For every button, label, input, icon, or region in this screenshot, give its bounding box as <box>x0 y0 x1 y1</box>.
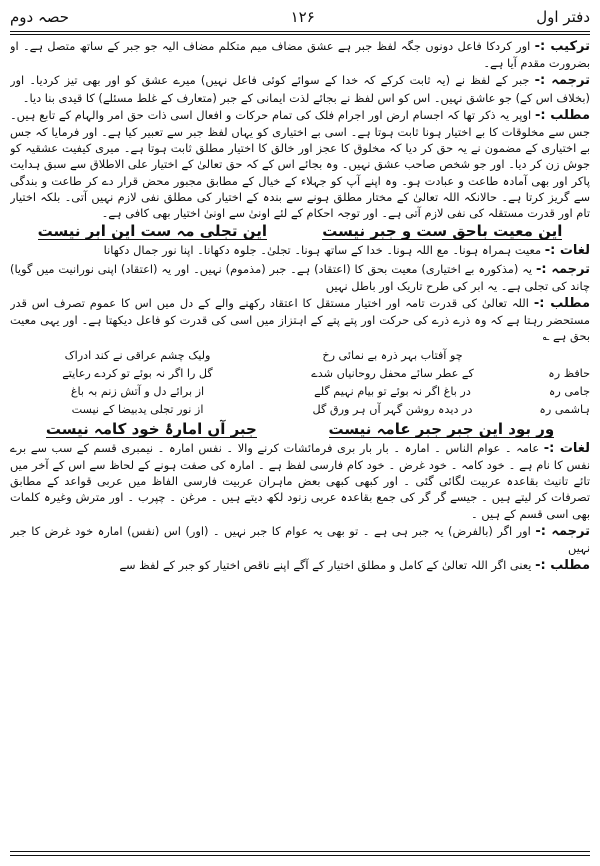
verse-row <box>10 347 590 365</box>
paragraph-vocabulary <box>10 440 590 522</box>
footer-rule-secondary <box>10 855 590 856</box>
paragraph-text: یعنی اگر اللہ تعالیٰ کے کامل و مطلق اختیار کے آگے اپنے ناقص اختیار کو جبر کے لفظ سے <box>119 558 532 573</box>
verse-second-line: گل را اگر نہ بوئے تو کردے رعایتے <box>62 366 213 380</box>
verse-heading-right: ور بود این جبر جبر عامہ نیست <box>328 419 555 438</box>
paragraph-label: ترجمہ :- <box>535 261 590 277</box>
paragraph-label: مطلب :- <box>534 107 590 123</box>
verse-block <box>10 347 590 419</box>
paragraph-vocabulary <box>10 242 590 259</box>
verse-heading-right: این معیت باحق ست و جبر نیست <box>322 222 563 241</box>
verse-row <box>10 383 590 401</box>
page-header <box>10 4 590 30</box>
paragraph-text: اوپر یہ ذکر تھا کہ اجسام ارض اور اجرام فلک کی تمام حرکات و افعال اسی ذات حق امر والہام کے تابع ہیں۔ جس سے مخلوقات کا بے اختیار ہونا ثابت ہوتا ہے۔ اسی بے اختیاری کو یہاں لفظ جبر سے تعبیر کیا ہے۔ اور فرمایا کہ جس بے اختیاری کے مضمون نے یہ حق کر دیا کہ مخلوق کا عجز اور خالق کا اختیار مطلق ثابت ہوتا ہے۔ میری کیفیت عشقیہ کو جوش زن کر دیا۔ اور جو شخص صاحب عشق نہیں۔ وہ بجائے اس کے کہ حق تعالیٰ کے اختیار علی الاطلاق سے سبق ہدایت پاکر اور بھی آمادہ طاعت و عبادت ہو۔ وہ اپنے آپ کو جہلاء کے خیال کے مطابق مجبور محض قرار دے کر طاعت و بندگی سے گریز کرتا ہے۔ حالانکہ اللہ تعالیٰ کے مختار مطلق ہونے سے بندہ کے اختیار کی مطلق نفی لازم نہیں آتی۔ بلکہ اختیار تام اور قدرت مستقلہ کی نفی لازم آتی ہے۔ اور توجہ احکام کے لئے اونیٰ سے اونیٰ اختیار بھی کافی ہے۔ <box>10 107 590 221</box>
verse-first-line: کے عطر سائے محفل روحانیاں شدے <box>311 366 474 380</box>
header-rule-secondary <box>10 34 590 35</box>
verse-heading <box>10 421 590 438</box>
verse-heading-left: این تجلی مہ ست این ابر نیست <box>37 222 267 241</box>
book-title: دفتر اول <box>536 8 590 26</box>
paragraph-text: معیت ہمراہ ہونا۔ مع اللہ ہونا۔ خدا کے ساتھ ہونا۔ تجلیٰ۔ جلوہ دکھانا۔ اپنا نور جمال دکھانا <box>103 243 542 258</box>
verse-heading-left: جبر آں امارۂ خود کامہ نیست <box>45 419 257 438</box>
verse-poet: حافظ رہ <box>548 366 590 380</box>
paragraph-text: یہ (مذکورہ بے اختیاری) معیت بحق کا (اعتقاد) ہے۔ جبر (مذموم) نہیں۔ اور یہ (اعتقاد) اپنی نورانیت میں گویا) چاند کی تجلی ہے۔ یہ ابر کی طرح تاریک اور باطل نہیں <box>10 261 590 293</box>
paragraph-label: ترکیب :- <box>534 39 590 54</box>
paragraph-label: مطلب :- <box>533 296 590 312</box>
header-rule <box>10 31 590 32</box>
paragraph-text: عامہ ۔ عوام الناس ۔ امارہ ۔ بار بار بری فرمائشات کرنے والا ۔ نفس امارہ ۔ نیمبری قسم کے سب سے برے نفس کا نام ہے ۔ خود کامہ ۔ خود غرض ۔ خود کام فارسی لفظ ہے ۔ امارہ کی صفت ہونے کے لحاظ سے اس کے آخر میں تائے تانیث بقاعدہ عربیت لگائی گئی ۔ اور کبھی کبھی بعض ماہران عربیت فارسی الفاظ میں عربی قواعد کے مطابق تصرفات کر لیتے ہیں ۔ جیسے گر گر کی جمع بقاعدہ عربی زنود لکھ دیتے ہیں ۔ مرغن ۔ چپرب ۔ اور مترش وغیرہ کلمات بھی اسی قسم کے ہیں ۔ <box>10 440 590 521</box>
verse-second-line: از نور تجلی یدبیضا کے نیست <box>71 402 204 416</box>
verse-poet: ہاشمی رہ <box>539 402 590 416</box>
paragraph-meaning <box>10 557 590 574</box>
paragraph-text: اور اگر (بالفرض) یہ جبر ہی ہے ۔ تو بھی یہ عوام کا جبر نہیں ۔ (اور) اس (نفس) امارہ خود غرض کا جبر نہیں <box>10 523 590 556</box>
paragraph-text: جبر کے لفظ نے (یہ ثابت کرکے کہ خدا کے سوائے کوئی فاعل نہیں) میرے عشق کو اور بھی تیز کردیا۔ اور (بخلاف اس کے) جو عاشق نہیں۔ اس کو اس لفظ نے بجائے لذت ایمانی کے جبر (متعارف کے غلط مسئلے) کا قیدی بنا دیا۔ <box>10 73 590 105</box>
part-title: حصہ دوم <box>10 8 70 26</box>
paragraph-meaning <box>10 107 590 221</box>
paragraph-label: ترجمہ :- <box>535 523 590 539</box>
page-body <box>10 38 590 840</box>
verse-row <box>10 401 590 419</box>
paragraph-label: مطلب :- <box>535 558 590 574</box>
verse-first-line: چو آفتاب بہر ذرہ بے نمائی رخ <box>322 348 463 362</box>
paragraph-tarkeeb <box>10 38 590 71</box>
verse-row <box>10 365 590 383</box>
paragraph-translation <box>10 523 590 556</box>
paragraph-meaning <box>10 295 590 345</box>
verse-second-line: از برائے دل و آتش زنم بہ باغ <box>70 384 205 398</box>
footer-rule <box>10 851 590 852</box>
verse-second-line: ولیک چشم عراقی نے کند ادراک <box>64 348 211 362</box>
paragraph-label: ترجمہ :- <box>534 73 590 89</box>
verse-first-line: در باغ اگر نہ بوئے تو بیام نہیم گلے <box>314 384 471 398</box>
paragraph-text: اللہ تعالیٰ کی قدرت تامہ اور اختیار مستقل کا اعتقاد رکھنے والے کے دل میں اس کا عموم تصرف اس قدر مستحضر رہتا ہے کہ وہ ذرے ذرے کی حرکت اور پتے پتے کے اہتزاز میں اسی کی قدرت کو فاعل دیکھتا ہے۔ اور یہی معیت بحق ہے ؎ <box>10 296 590 344</box>
verse-heading <box>10 223 590 240</box>
paragraph-translation <box>10 261 590 294</box>
paragraph-text: اور کردکا فاعل دونوں جگہ لفظ جبر ہے عشق مضاف میم متکلم مضاف الیہ جو جبر کے ساتھ متصل ہے۔ او بضرورت مقدم آیا ہے۔ <box>10 39 590 71</box>
verse-first-line: در دیدہ روشن گہر آں ہر ورق گل <box>312 402 473 416</box>
paragraph-label: لغات :- <box>544 243 590 259</box>
paragraph-label: لغات :- <box>543 440 590 456</box>
page-number: ۱۲۶ <box>290 8 315 26</box>
paragraph-translation <box>10 72 590 105</box>
verse-poet: جامی رہ <box>548 384 590 398</box>
